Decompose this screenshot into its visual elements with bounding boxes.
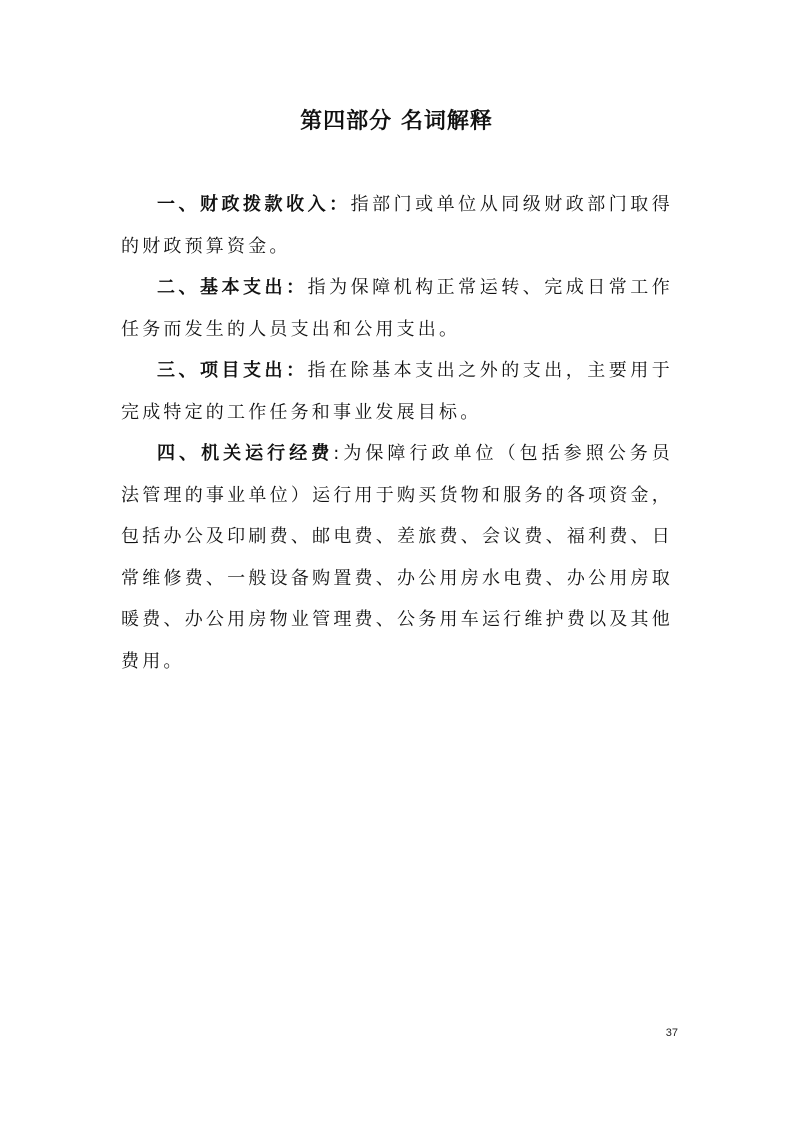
definition-item xyxy=(121,433,673,682)
definition-item xyxy=(121,350,673,433)
definition-text: :为保障行政单位（包括参照公务员法管理的事业单位）运行用于购买货物和服务的各项资金，包括办公及印刷费、邮电费、差旅费、会议费、福利费、日常维修费、一般设备购置费、办公用房水电费、办公用房取暖费、办公用房物业管理费、公务用车运行维护费以及其他费用。 xyxy=(121,443,674,672)
definition-text: 指为保障机构正常运转、完成日常工作任务而发生的人员支出和公用支出。 xyxy=(121,277,673,340)
page-number: 37 xyxy=(665,1027,678,1039)
definition-text: 指部门或单位从同级财政部门取得的财政预算资金。 xyxy=(121,194,673,257)
definitions-section xyxy=(121,184,673,682)
definition-text: 指在除基本支出之外的支出，主要用于完成特定的工作任务和事业发展目标。 xyxy=(121,360,673,423)
definition-item xyxy=(121,184,673,267)
definition-term: 三、项目支出： xyxy=(157,360,308,381)
definition-term: 一、财政拨款收入： xyxy=(157,194,351,215)
definition-item xyxy=(121,267,673,350)
definition-term: 二、基本支出： xyxy=(157,277,308,298)
page-title: 第四部分 名词解释 xyxy=(300,109,493,134)
definition-term: 四、机关运行经费 xyxy=(157,443,334,464)
